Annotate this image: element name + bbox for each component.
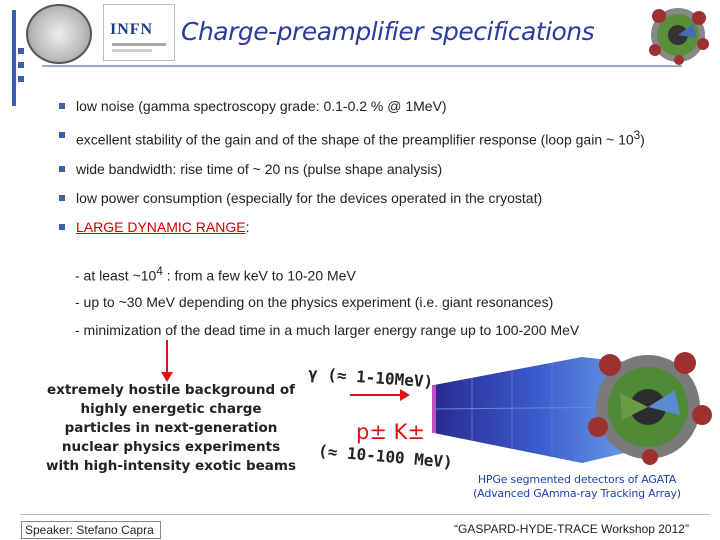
sub-item-superscript: 4 (156, 265, 163, 278)
infn-logo-subline (112, 43, 166, 46)
page-title: Charge-preamplifier specifications (181, 17, 595, 46)
left-accent-tick (18, 48, 24, 54)
bullet-stability (58, 127, 698, 149)
bullet-text: ) (640, 131, 645, 148)
speaker-label: Speaker: Stefano Capra (21, 521, 161, 539)
bullet-superscript: 3 (633, 129, 641, 142)
gamma-energy-label: γ (≈ 1-10MeV) (307, 363, 434, 392)
bullet-text: low power consumption (especially for the devices operated in the cryostat) (76, 189, 543, 206)
bullet-power (58, 190, 698, 207)
sub-item-at-least (75, 265, 356, 284)
bullet-text: low noise (gamma spectroscopy grade: 0.1-0.2 % @ 1MeV) (76, 98, 447, 114)
infn-logo (103, 4, 175, 61)
right-arrow-icon (350, 394, 408, 396)
spec-bullet-list (58, 98, 698, 248)
footer-rule (20, 514, 710, 515)
left-accent-bar (12, 10, 16, 106)
infn-logo-text: INFN (110, 21, 154, 38)
left-accent-tick (18, 76, 24, 82)
left-accent-tick (18, 62, 24, 68)
bullet-dynamic-range (58, 219, 698, 236)
sub-item-minimization: - minimization of the dead time in a much larger energy range up to 100-200 MeV (75, 322, 580, 338)
caption-line: HPGe segmented detectors of AGATA (477, 473, 677, 486)
particle-energy-label: (≈ 10-100 MeV) (317, 441, 454, 472)
dynamic-range-link[interactable]: LARGE DYNAMIC RANGE (76, 218, 246, 235)
agata-caption (462, 473, 692, 501)
sub-item-text: : from a few keV to 10-20 MeV (162, 267, 356, 284)
hostile-background-text: extremely hostile background of highly energetic charge particles in next-generation nuclear physics experiments with high-intensity exotic beams (45, 382, 296, 474)
bullet-bandwidth (58, 161, 698, 178)
bullet-text: : (245, 218, 250, 235)
workshop-label: “GASPARD-HYDE-TRACE Workshop 2012” (454, 522, 689, 536)
agata-detector-image-small (645, 4, 711, 66)
header-rule (42, 65, 682, 67)
down-arrow-icon (166, 340, 168, 380)
bullet-text: excellent stability of the gain and of the shape of the preamplifier response (loop gain ~ 10 (76, 131, 634, 148)
particles-label: p± K± (356, 420, 425, 444)
bullet-low-noise (58, 98, 698, 115)
agata-detector-image-large (580, 345, 715, 465)
sub-item-up-to: - up to ~30 MeV depending on the physics experiment (i.e. giant resonances) (75, 294, 554, 310)
bullet-text: wide bandwidth: rise time of ~ 20 ns (pulse shape analysis) (76, 160, 443, 177)
caption-line: (Advanced GAmma-ray Tracking Array) (473, 487, 681, 500)
infn-logo-subline (112, 49, 152, 52)
sub-item-text: - at least ~10 (75, 267, 157, 284)
university-seal-logo (26, 4, 92, 64)
